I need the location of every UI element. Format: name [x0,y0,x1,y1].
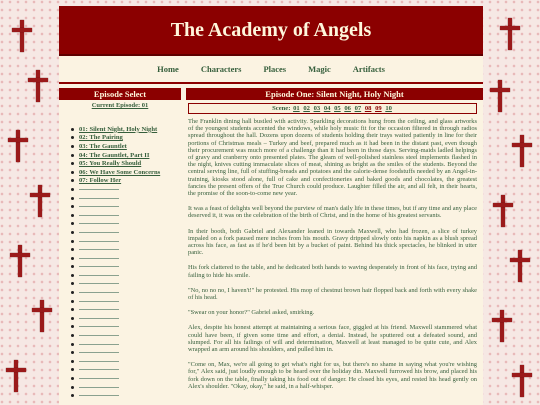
empty-episode-slot [59,314,181,323]
cross-icon [500,18,520,50]
empty-line [79,206,119,207]
nav-characters[interactable]: Characters [200,64,242,74]
bullet-icon [71,197,74,200]
empty-episode-slot [59,297,181,306]
empty-line [79,395,119,396]
bullet-icon [71,231,74,234]
empty-episode-slot [59,280,181,289]
empty-line [79,215,119,216]
story-text [188,118,477,390]
empty-line [79,352,119,353]
bullet-icon [71,205,74,208]
bullet-icon [71,248,74,251]
empty-episode-slot [59,263,181,272]
empty-line [79,387,119,388]
cross-icon [30,185,50,217]
cross-icon [492,310,512,342]
empty-line [79,361,119,362]
story-panel [186,88,483,400]
cross-icon [6,360,26,392]
episode-link[interactable]: 04: The Gauntlet, Part II [71,151,181,160]
bullet-icon [71,334,74,337]
scene-link[interactable]: 01 [293,105,300,112]
empty-episode-slot [59,348,181,357]
empty-line [79,335,119,336]
scene-link[interactable]: 07 [354,105,362,112]
bullet-icon [71,274,74,277]
bullet-icon [71,282,74,285]
episode-list [59,125,181,185]
empty-episode-slot [59,374,181,383]
bullet-icon [71,325,74,328]
episode-select-header: Episode Select [59,88,181,100]
bullet-icon [71,188,74,191]
empty-episode-slot [59,245,181,254]
empty-line [79,198,119,199]
bullet-icon [71,154,74,157]
story-paragraph: "Come on, Max, we're all going to get what's right for us, but there's no shame in saying what you're wishing for," Alex said, just loudly enough to be heard over the holiday din. Maxwell furrowed his brow, and placed his fork down on the table, finally taking his food out of danger. He closed his eyes, and rested his head gently on Alex's shoulder. "Okay, okay," he said, in a half-whisper. [188,361,477,390]
story-paragraph: "Swear on your honor?" Gabriel asked, smirking. [188,309,315,317]
current-episode-link[interactable]: Current Episode: 01 [91,102,149,109]
bullet-icon [71,214,74,217]
empty-line [79,258,119,259]
empty-episode-slot [59,323,181,332]
empty-line [79,318,119,319]
bullet-icon [71,240,74,243]
empty-line [79,189,119,190]
scene-link[interactable]: 04 [323,105,331,112]
bullet-icon [71,360,74,363]
cross-icon [512,135,532,167]
empty-line [79,232,119,233]
episode-sidebar [59,88,181,400]
empty-episode-slot [59,237,181,246]
story-paragraph: Alex, despite his honest attempt at maintaining a serious face, giggled at his friend. Maxwell stammered what could have been, if given some time and effort, a denial. Instead, he sputtered out a defeated sound, and slumped. For all his failings of will and determination, Maxwell at least managed to be quite cute, and Alex wrapped an arm around his shoulders, and pulled him in. [188,324,477,354]
site-banner [59,6,483,56]
empty-episode-slot [59,305,181,314]
empty-line [79,283,119,284]
bullet-icon [71,300,74,303]
empty-line [79,223,119,224]
scene-link[interactable]: 06 [344,105,351,112]
cross-icon [510,250,530,282]
empty-line [79,344,119,345]
empty-episode-slot [59,271,181,280]
story-paragraph: In their booth, both Gabriel and Alexander leaned in towards Maxwell, who had frozen, a slice of turkey impaled on a fork paused mere inches from his mouth. Gravy dripped slowly onto his napkin as a blush spread across his face, as fast as if he'd been hit by a bucket of paint. Behind his thick spectacles, he blinked in utter panic. [188,227,477,257]
episode-link[interactable]: 06: We Have Some Concerns [71,168,181,177]
empty-episode-slot [59,228,181,237]
bullet-icon [71,265,74,268]
cross-icon [8,130,28,162]
cross-icon [512,365,532,397]
bullet-icon [71,291,74,294]
empty-line [79,266,119,267]
bullet-icon [71,386,74,389]
cross-icon [28,70,48,102]
empty-episode-slot [59,194,181,203]
empty-line [79,309,119,310]
nav-magic[interactable]: Magic [308,64,331,74]
bullet-icon [71,145,74,148]
bullet-icon [71,351,74,354]
bullet-icon [71,136,74,139]
empty-line [79,369,119,370]
scene-link-active[interactable]: 08 [364,105,372,112]
bullet-icon [71,308,74,311]
bullet-icon [71,343,74,346]
episode-link[interactable]: 07: Follow Her [71,177,181,186]
main-nav [59,56,483,84]
scene-link-active[interactable]: 09 [375,105,382,112]
empty-episode-slot [59,383,181,392]
bullet-icon [71,317,74,320]
story-paragraph: It was a feast of delights well beyond the purview of man's daily life in these times, but if any time and any place deserved it, it was on the celebration of the birth of Christ, and in the home of his greatest servants. [188,205,478,220]
empty-episode-slot [59,391,181,400]
story-paragraph: The Franklin dining hall bustled with activity. Sparkling decorations hung from the ceiling, and glass artworks of the youngest students accented the windows, while holy music fit for the occasion filtered in through radios spread throughout the hall. Dozens upon dozens of students holding their trays waited patiently in line for their portions of Christmas meals – Turkey and beef, prepared much as it had been in the distant past, even though their procurement was much more of a challenge than it had been in those days. Serving-maids ladled helpings of gravy and cranberry onto presented plates. The gleam of well-polished stainless steel implements flashed in the night, knives cutting immaculate slices of meat, shining as bright as the smiles of the students. Beyond the central serving line, full of stuffing-breads and potatoes and the calorie-dense foodstuffs needed by an Angel-in-training, kiosks stood alone, full of cake and confectioneries and baked goods and chocolates, the greatest fancies the present offers of the True Church could produce. Laughter filled the air, and all felt, in their hearts, the promise of the soon-to-come new year. [188,118,477,198]
empty-episode-slot [59,220,181,229]
cross-icon [12,20,32,52]
empty-line [79,326,119,327]
empty-episode-slot [59,331,181,340]
episode-link[interactable]: 02: The Pairing [71,134,181,143]
cross-icon [493,195,513,227]
story-paragraph: "No, no no no, I haven't!" he protested. His mop of chestnut brown hair flopped back and forth with every shake of his head. [188,286,477,302]
scene-link[interactable]: 05 [334,105,341,112]
scene-selector [188,103,477,114]
bullet-icon [71,257,74,260]
empty-episode-slot [59,202,181,211]
page-frame [59,6,483,405]
empty-episode-slot [59,288,181,297]
empty-episode-slot [59,211,181,220]
nav-artifacts[interactable]: Artifacts [352,64,385,74]
episode-title-header: Episode One: Silent Night, Holy Night [186,88,483,100]
empty-episode-slot [59,340,181,349]
empty-line [79,378,119,379]
cross-icon [490,80,510,112]
empty-episode-slot [59,366,181,375]
scene-link[interactable]: 03 [313,105,321,112]
scene-label: Scene: [272,105,291,112]
bullet-icon [71,222,74,225]
bullet-icon [71,162,74,165]
nav-places[interactable]: Places [263,64,287,74]
episode-link[interactable]: 03: The Gauntlet [71,142,181,151]
site-title: The Academy of Angels [170,18,372,41]
empty-line [79,292,119,293]
nav-home[interactable]: Home [157,64,179,74]
episode-link[interactable]: 05: You Really Should [71,159,181,168]
empty-episode-slot [59,357,181,366]
bullet-icon [71,128,74,131]
empty-episode-slot [59,254,181,263]
scene-link[interactable]: 10 [385,105,392,112]
bullet-icon [71,171,74,174]
scene-link[interactable]: 02 [303,105,310,112]
empty-line [79,249,119,250]
cross-icon [32,300,52,332]
empty-line [79,301,119,302]
empty-line [79,241,119,242]
empty-episode-slot [59,185,181,194]
bullet-icon [71,394,74,397]
bullet-icon [71,377,74,380]
episode-link[interactable]: 01: Silent Night, Holy Night [71,125,181,134]
cross-icon [10,245,30,277]
bullet-icon [71,368,74,371]
placeholder-episode-list [59,185,181,400]
story-paragraph: His fork clattered to the table, and he dedicated both hands to waving desperately in front of his face, trying and failing to hide his smile. [188,264,477,279]
bullet-icon [71,179,74,182]
empty-line [79,275,119,276]
